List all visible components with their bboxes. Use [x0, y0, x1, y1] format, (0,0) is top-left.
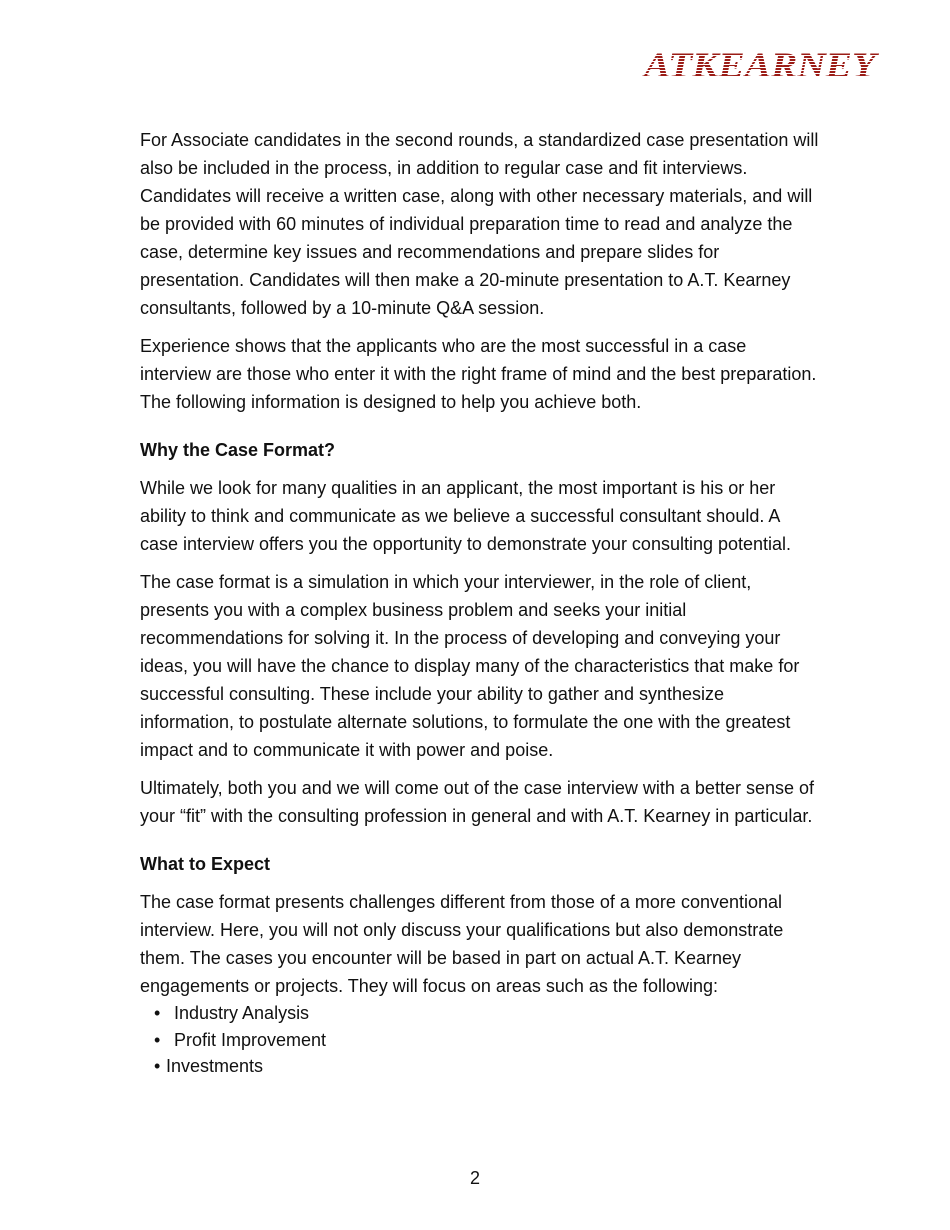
focus-areas-list [140, 1000, 820, 1080]
document-body [140, 126, 820, 1080]
list-item-label: Investments [166, 1056, 264, 1076]
expect-paragraph: The case format presents challenges different from those of a more conventional interview. Here, you will not only discuss your qualifications but also demonstrate them. The cases you encounter will be based in part on actual A.T. Kearney engagements or projects. They will focus on areas such as the following: [140, 892, 784, 996]
intro-paragraph: Experience shows that the applicants who are the most successful in a case interview are those who enter it with the right frame of mind and the best preparation. The following information is designed to help you achieve both. [140, 336, 817, 412]
section-heading-why: Why the Case Format? [140, 440, 336, 460]
list-item-label: Industry Analysis [174, 1003, 310, 1023]
company-logo [640, 44, 880, 84]
why-paragraph: The case format is a simulation in which your interviewer, in the role of client, presents you with a complex business problem and seeks your initial recommendations for solving it. In the process of developing and conveying your ideas, you will have the chance to display many of the characteristics that make for successful consulting. These include your ability to gather and synthesize information, to postulate alternate solutions, to formulate the one with the greatest impact and to communicate it with power and poise. [140, 572, 800, 760]
list-item [140, 1053, 820, 1080]
intro-paragraph: For Associate candidates in the second rounds, a standardized case presentation will also be included in the process, in addition to regular case and fit interviews. Candidates will receive a written case, along with other necessary materials, and will be provided with 60 minutes of individual preparation time to read and analyze the case, determine key issues and recommendations and prepare slides for presentation. Candidates will then make a 20-minute presentation to A.T. Kearney consultants, followed by a 10-minute Q&A session. [140, 130, 819, 318]
bullet-icon: • [154, 1003, 161, 1023]
atkearney-logo-graphic [640, 44, 880, 84]
list-item [140, 1027, 820, 1054]
page-number: 2 [469, 1168, 480, 1188]
why-paragraph: While we look for many qualities in an applicant, the most important is his or her ability to think and communicate as we believe a successful consultant should. A case interview offers you the opportunity to demonstrate your consulting potential. [140, 478, 792, 554]
list-item-label: Profit Improvement [174, 1029, 327, 1050]
section-heading-expect: What to Expect [140, 854, 271, 874]
list-item [140, 1000, 820, 1027]
logo-text: ATKEARNEY [641, 45, 880, 84]
bullet-icon: • [154, 1029, 161, 1050]
bullet-icon: • [154, 1056, 161, 1076]
why-paragraph: Ultimately, both you and we will come out of the case interview with a better sense of your “fit” with the consulting profession in general and with A.T. Kearney in particular. [140, 778, 814, 826]
